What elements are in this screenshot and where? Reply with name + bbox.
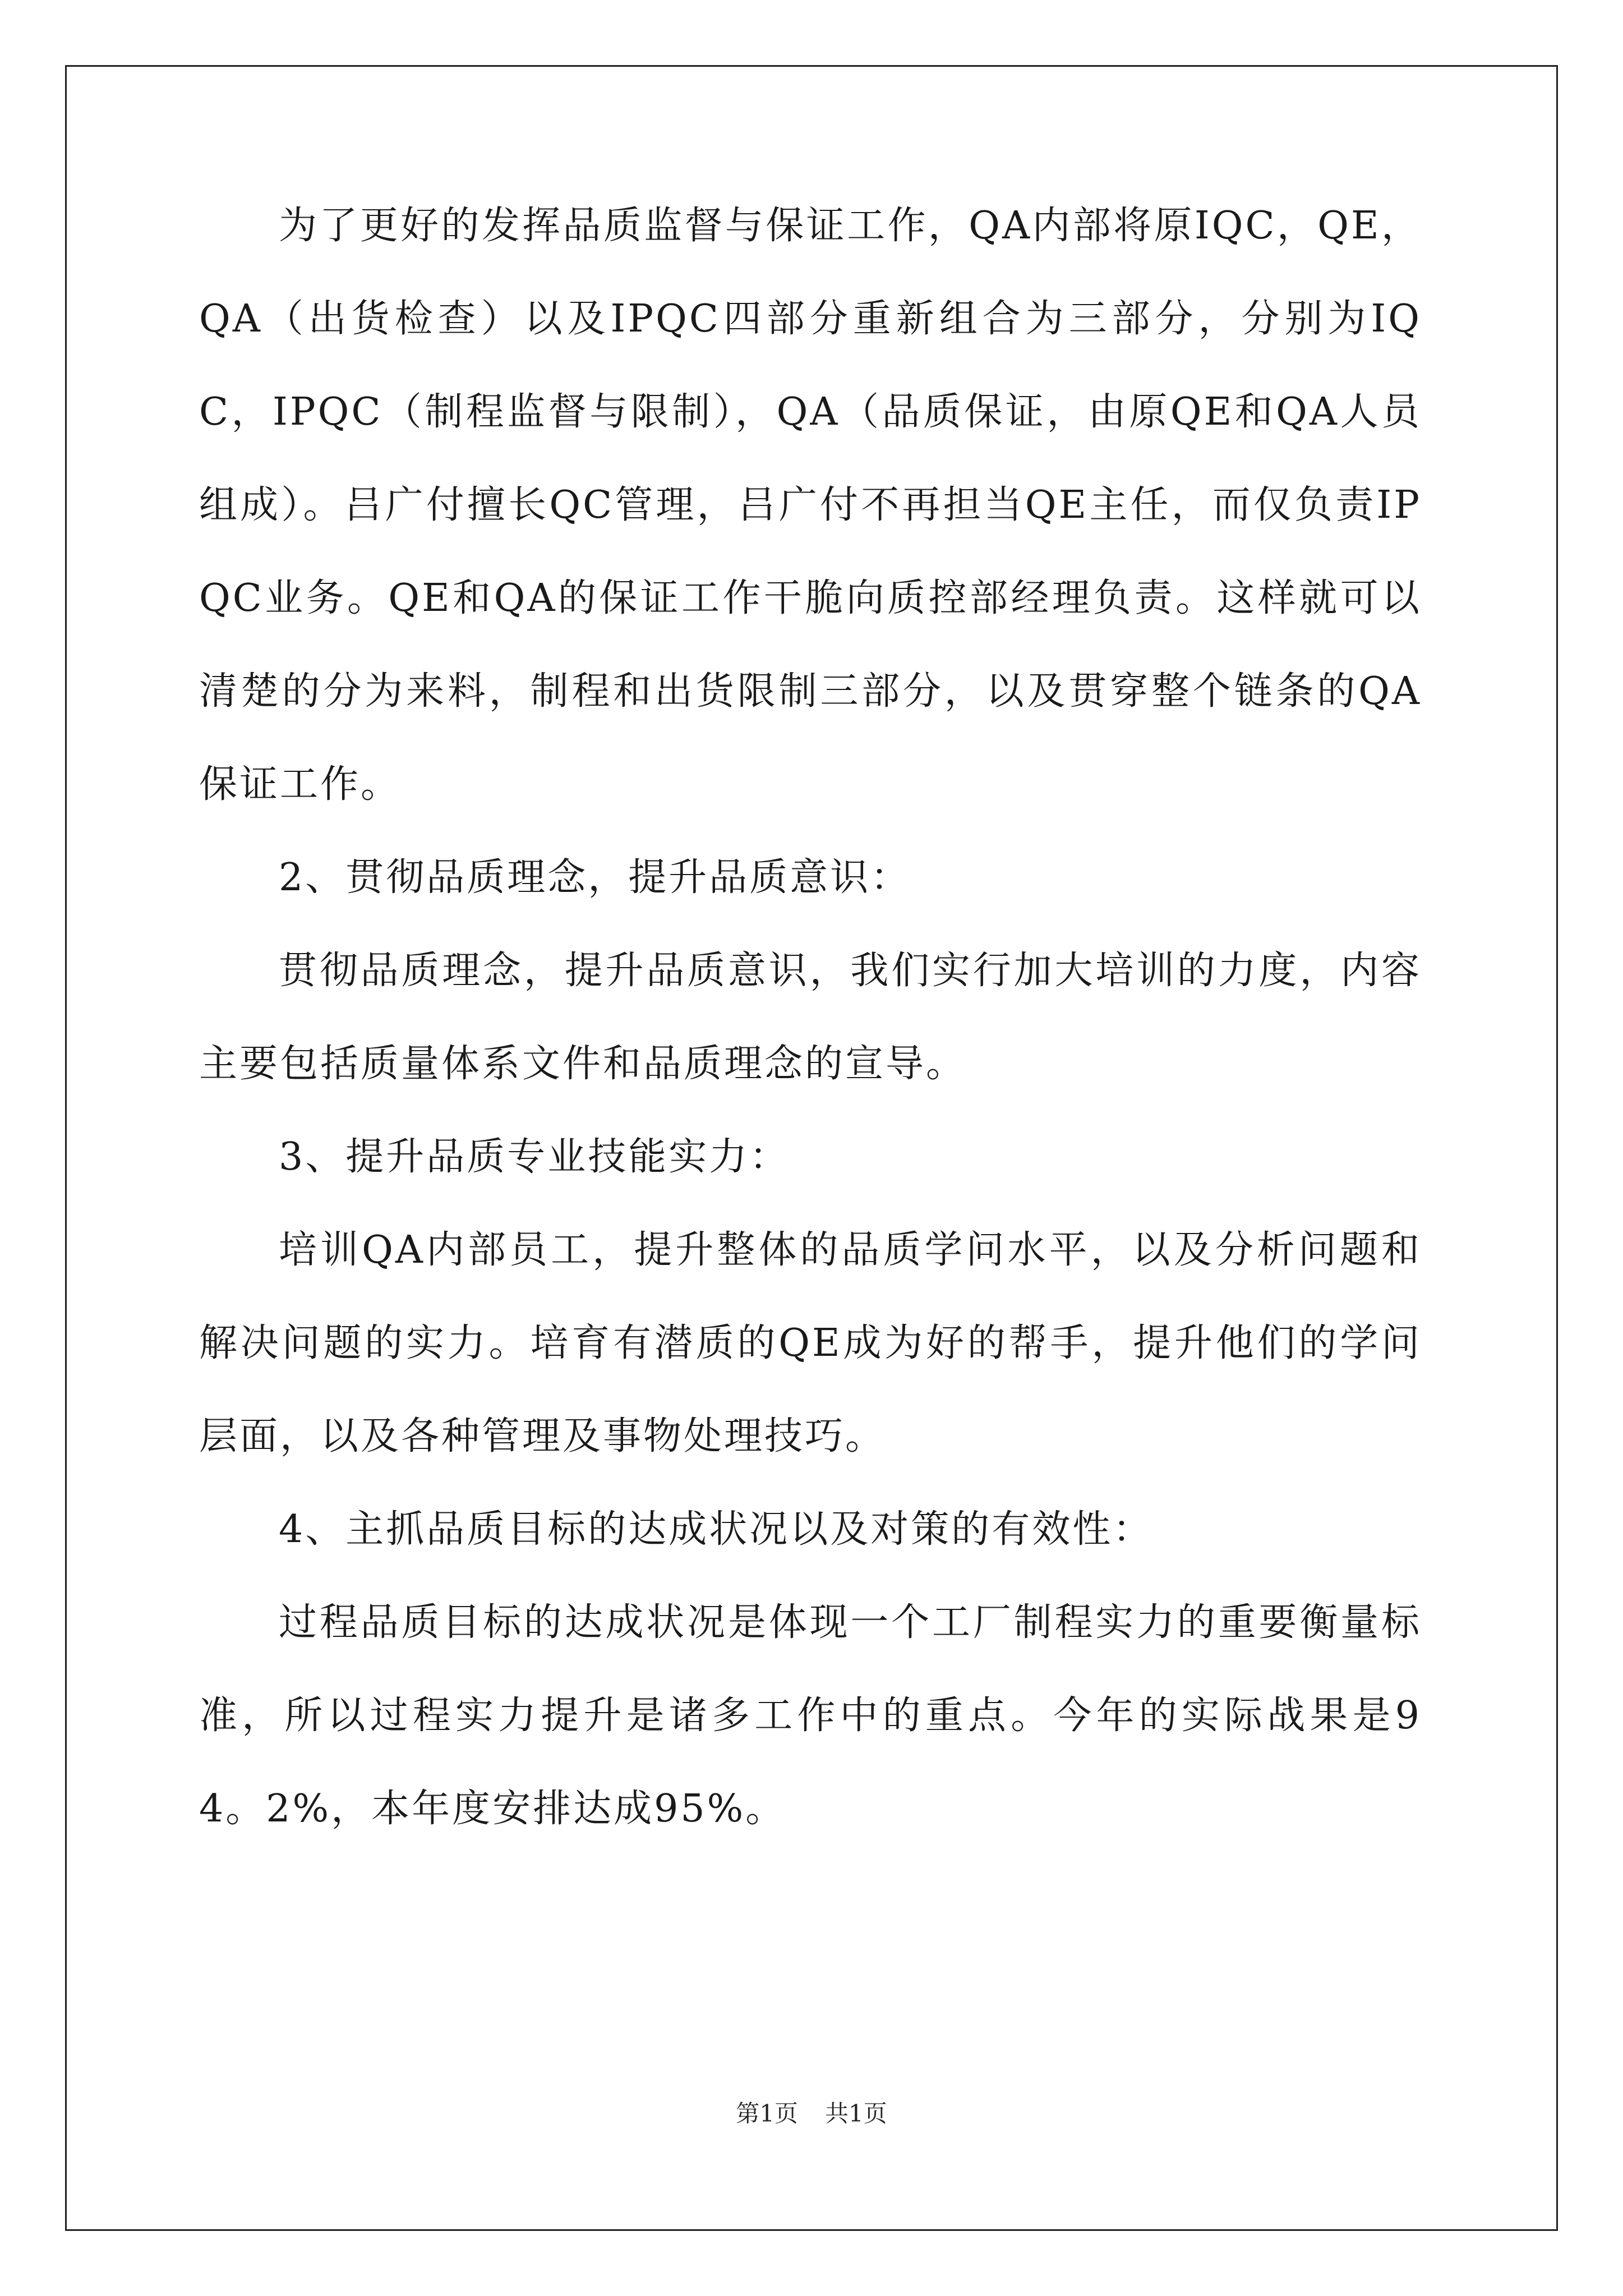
paragraph-qa-reorganization: 为了更好的发挥品质监督与保证工作，QA内部将原IQC，QE，QA（出货检查）以及IPQC四部分重新组合为三部分，分别为IQC，IPQC（制程监督与限制），QA（品质保证，由原QE和QA人员组成）。吕广付擅长QC管理，吕广付不再担当QE主任，而仅负责IPQC业务。QE和QA的保证工作干脆向质控部经理负责。这样就可以清楚的分为来料，制程和出货限制三部分，以及贯穿整个链条的QA保证工作。	[199, 204, 1422, 807]
paragraph-quality-awareness: 贯彻品质理念，提升品质意识，我们实行加大培训的力度，内容主要包括质量体系文件和品质理念的宣导。	[199, 949, 1422, 1086]
section-heading-2: 2、贯彻品质理念，提升品质意识：	[279, 855, 911, 900]
section-heading-3: 3、提升品质专业技能实力：	[279, 1135, 790, 1179]
paragraph-quality-targets: 过程品质目标的达成状况是体现一个工厂制程实力的重要衡量标准，所以过程实力提升是诸多工作中的重点。今年的实际战果是94。2%，本年度安排达成95%。	[199, 1600, 1422, 1831]
document-body	[199, 180, 1422, 1856]
paragraph-skill-training: 培训QA内部员工，提升整体的品质学问水平，以及分析问题和解决问题的实力。培育有潜质的QE成为好的帮手，提升他们的学问层面，以及各种管理及事物处理技巧。	[199, 1228, 1422, 1458]
page-footer	[0, 2097, 1623, 2131]
section-heading-4: 4、主抓品质目标的达成状况以及对策的有效性：	[279, 1507, 1154, 1552]
page-number-total: 共1页	[825, 2100, 887, 2127]
page-number-current: 第1页	[736, 2100, 798, 2127]
